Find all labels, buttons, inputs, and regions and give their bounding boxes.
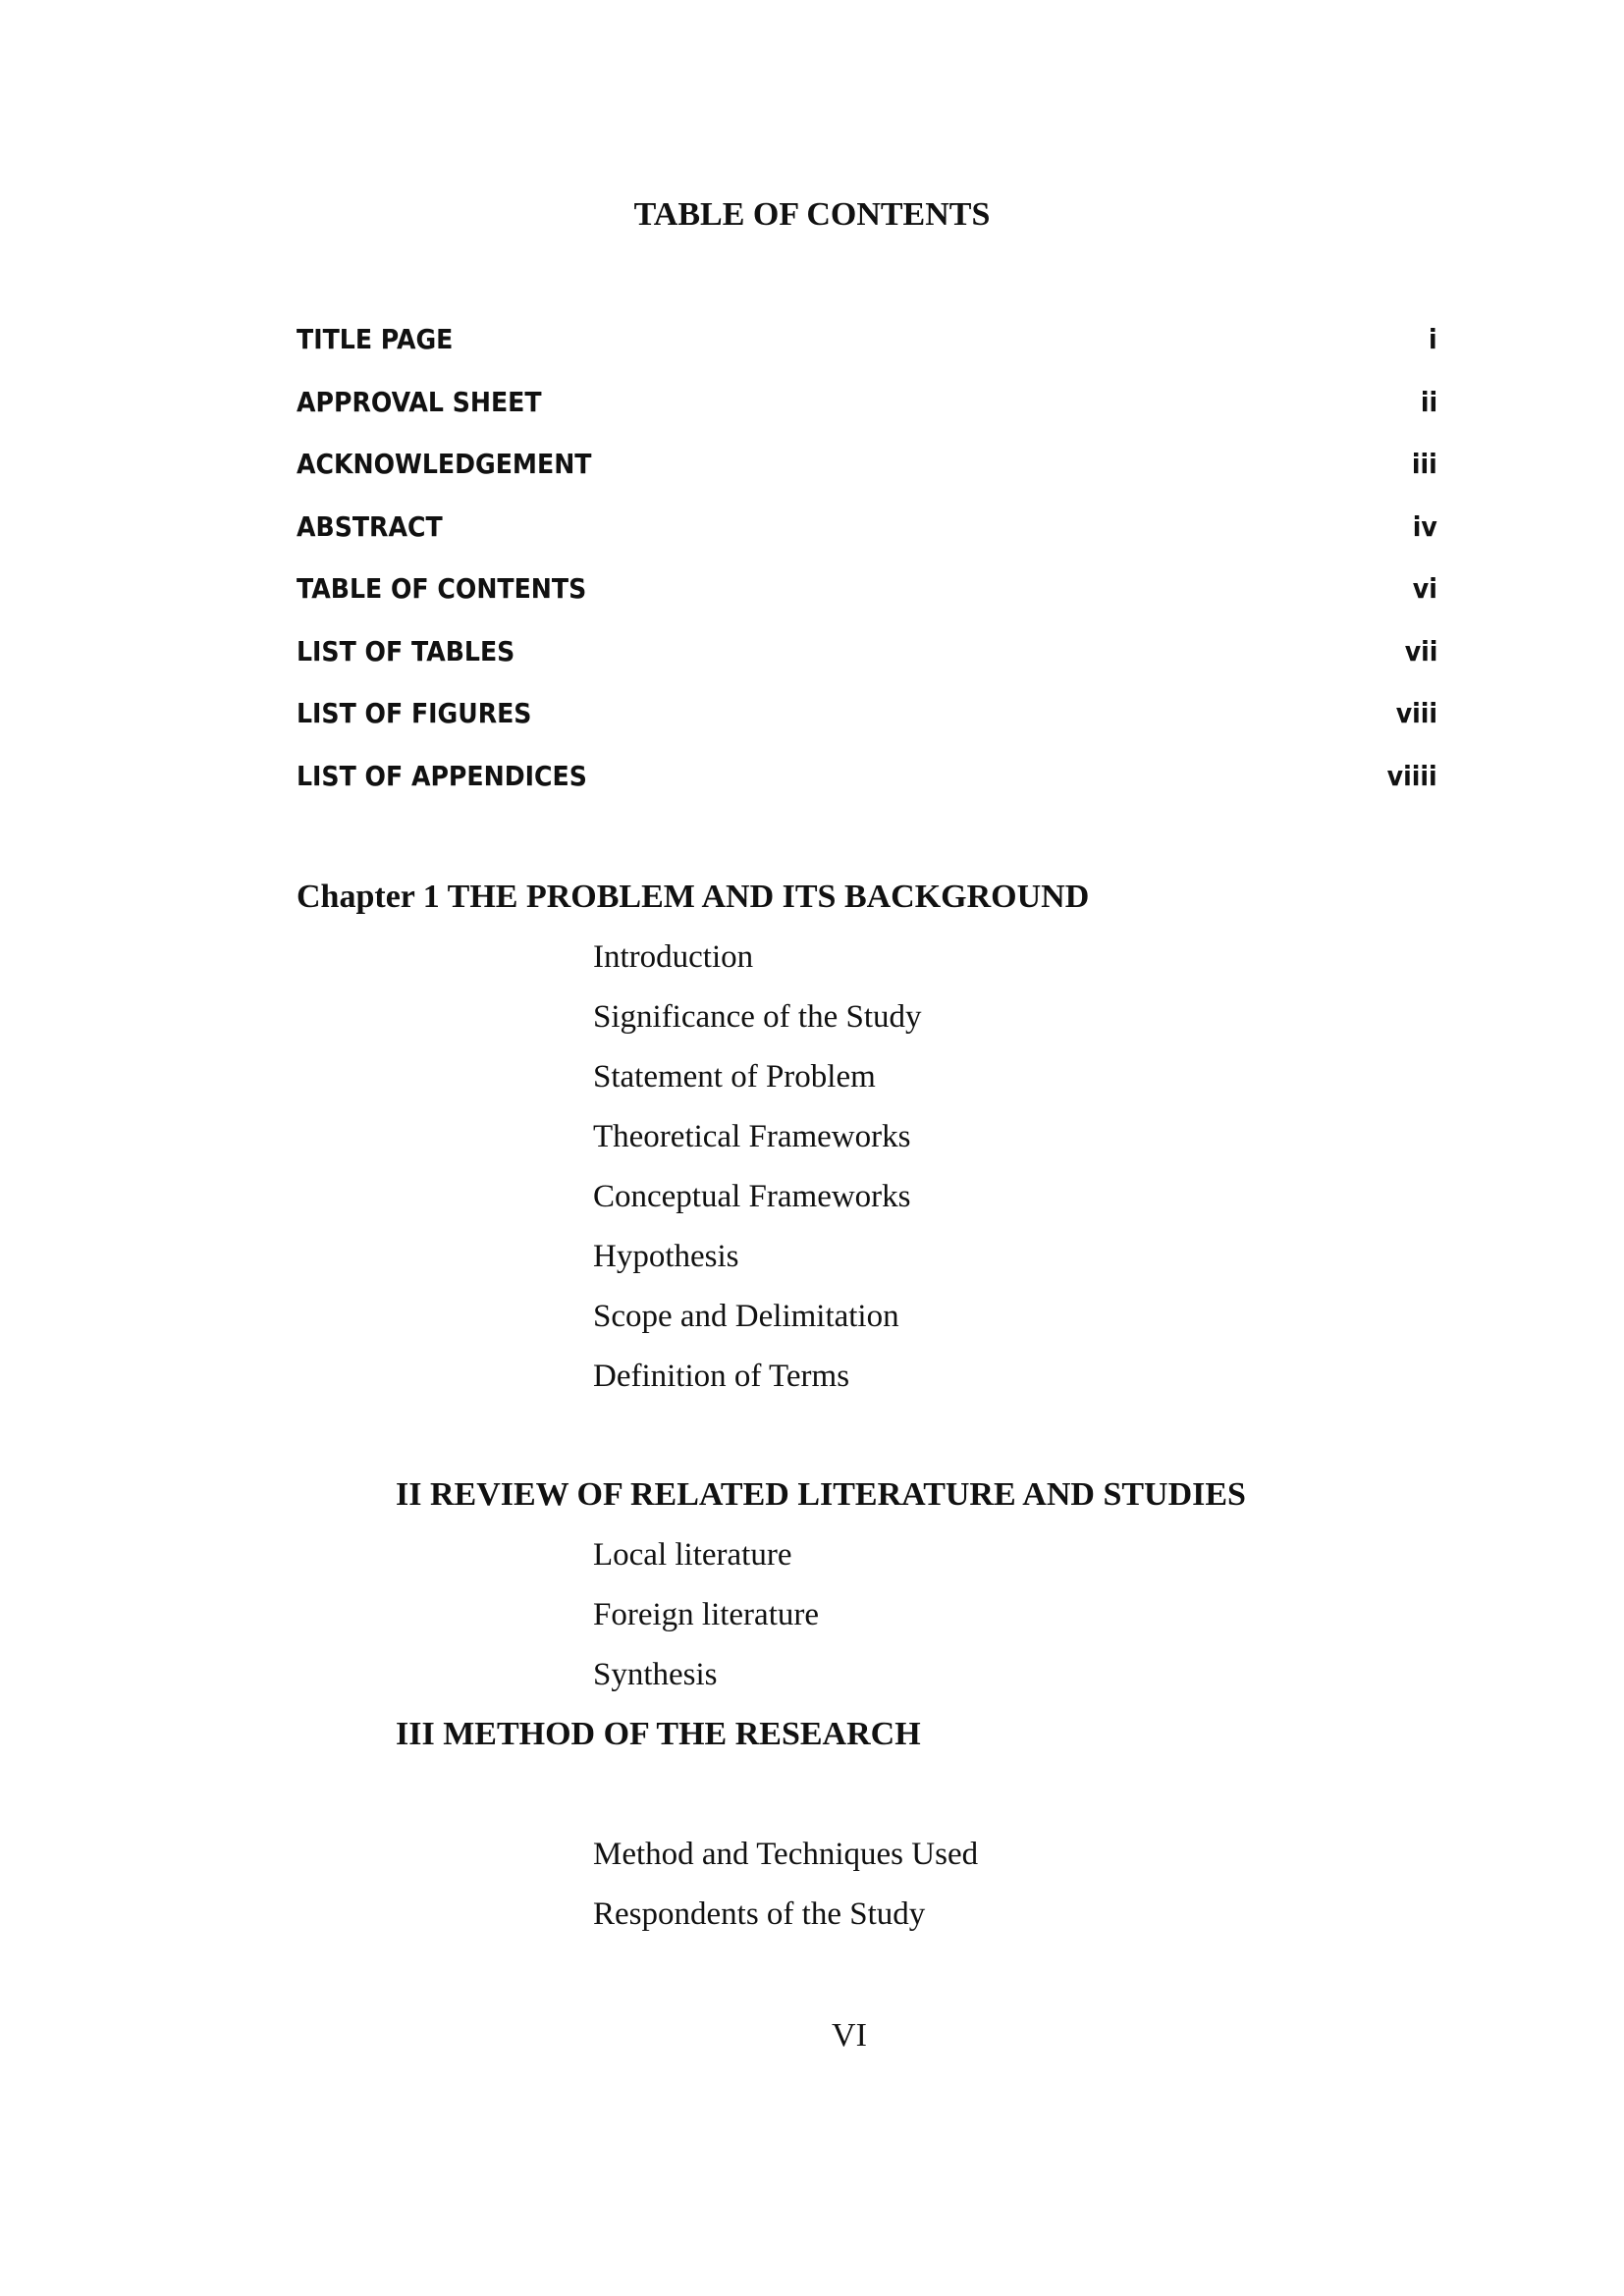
entry-page-number: viii	[1395, 697, 1437, 729]
chapter-1-sections	[593, 934, 922, 1414]
entry-label: ACKNOWLEDGEMENT	[297, 448, 592, 480]
section-entry: Introduction	[593, 939, 754, 975]
front-matter-entry	[297, 629, 1437, 692]
entry-label: ABSTRACT	[297, 509, 443, 543]
entry-label: APPROVAL SHEET	[297, 385, 542, 418]
entry-page-number: ii	[1420, 385, 1437, 418]
front-matter-entry	[297, 691, 1437, 754]
front-matter-entry	[297, 505, 1437, 567]
entry-label: LIST OF TABLES	[297, 634, 515, 667]
chapter-2-heading: II REVIEW OF RELATED LITERATURE AND STUDIES	[396, 1476, 1246, 1513]
section-entry: Synthesis	[593, 1657, 718, 1692]
section-entry: Theoretical Frameworks	[593, 1119, 911, 1154]
front-matter-entry	[297, 317, 1437, 380]
page-title: TABLE OF CONTENTS	[633, 196, 991, 233]
entry-label: TITLE PAGE	[297, 323, 454, 355]
front-matter-list	[297, 317, 1437, 816]
chapter-2-sections	[593, 1532, 819, 1712]
entry-label: LIST OF APPENDICES	[297, 759, 587, 792]
section-entry: Conceptual Frameworks	[593, 1179, 911, 1214]
entry-page-number: viiii	[1387, 759, 1437, 792]
page-folio: VI	[832, 2017, 867, 2054]
entry-page-number: iii	[1412, 448, 1437, 480]
entry-page-number: vi	[1412, 572, 1437, 605]
section-entry: Method and Techniques Used	[593, 1837, 979, 1872]
front-matter-entry	[297, 442, 1437, 505]
entry-label: LIST OF FIGURES	[297, 697, 532, 729]
chapter-3-sections	[593, 1832, 978, 1951]
section-entry: Respondents of the Study	[593, 1896, 926, 1932]
front-matter-entry	[297, 566, 1437, 629]
chapter-3-heading: III METHOD OF THE RESEARCH	[396, 1716, 921, 1752]
chapter-1-heading: Chapter 1 THE PROBLEM AND ITS BACKGROUND	[297, 879, 1090, 915]
section-entry: Scope and Delimitation	[593, 1299, 899, 1334]
entry-page-number: i	[1429, 323, 1437, 355]
section-entry: Hypothesis	[593, 1239, 739, 1274]
section-entry: Statement of Problem	[593, 1059, 876, 1095]
entry-label: TABLE OF CONTENTS	[297, 572, 587, 605]
front-matter-entry	[297, 380, 1437, 443]
section-entry: Foreign literature	[593, 1597, 820, 1632]
entry-page-number: iv	[1412, 509, 1437, 543]
section-entry: Local literature	[593, 1537, 792, 1573]
section-entry: Definition of Terms	[593, 1359, 850, 1394]
entry-page-number: vii	[1404, 634, 1437, 667]
front-matter-entry	[297, 754, 1437, 817]
section-entry: Significance of the Study	[593, 999, 922, 1035]
